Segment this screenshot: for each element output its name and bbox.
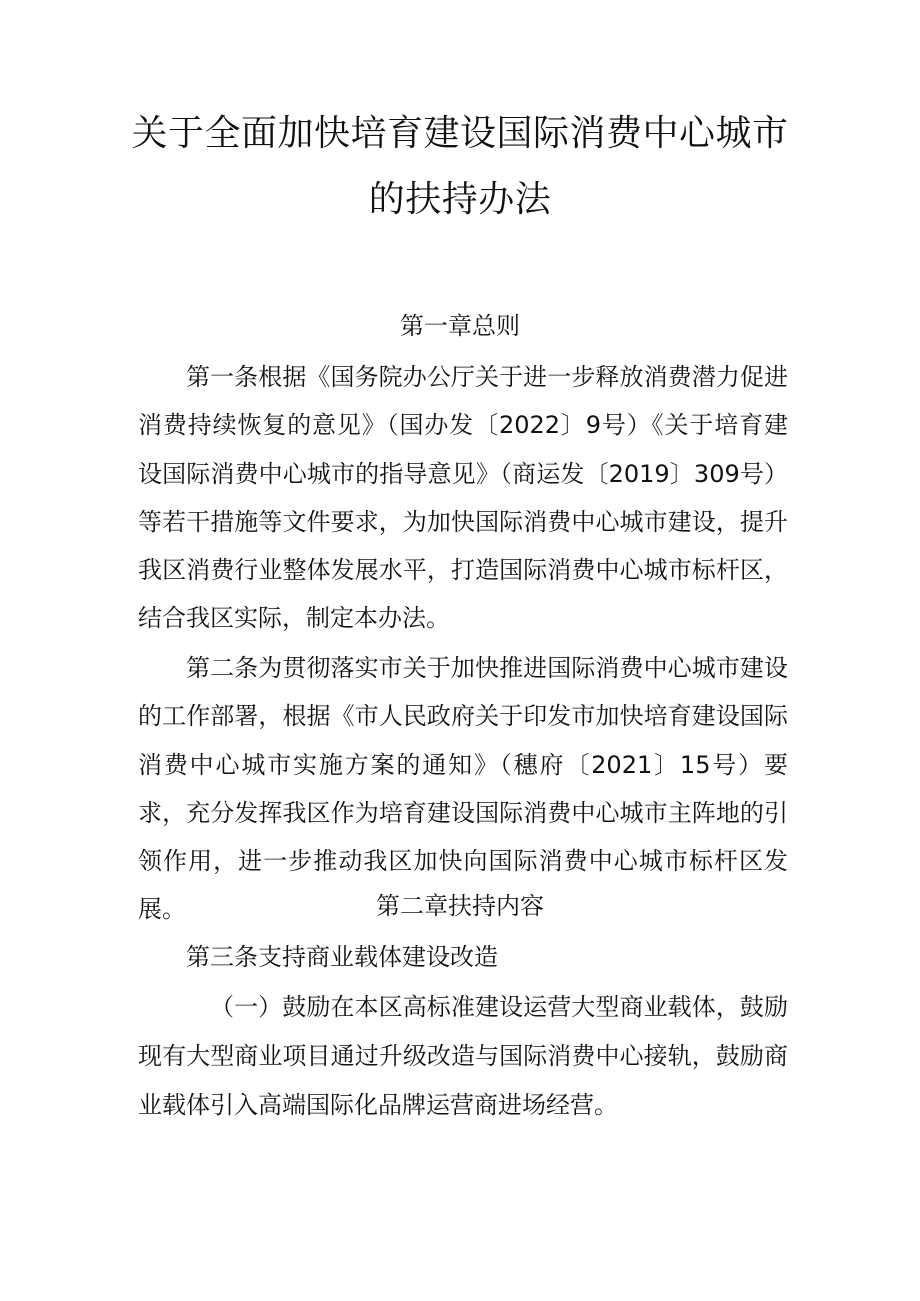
article-1-paragraph: 第一条根据《国务院办公厅关于进一步释放消费潜力促进消费持续恢复的意见》（国办发〔2022〕9号）《关于培育建设国际消费中心城市的指导意见》（商运发〔2019〕309号）等若干措施等文件要求，为加快国际消费中心城市建设，提升我区消费行业整体发展水平，打造国际消费中心城市标杆区，结合我区实际，制定本办法。 [138,363,788,633]
chapter-2-heading: 第二章扶持内容 [376,892,544,920]
document-title-line-2: 的扶持办法 [368,179,552,220]
chapter-1-heading: 第一章总则 [400,312,520,340]
article-3-item-1-paragraph: （一）鼓励在本区高标准建设运营大型商业载体，鼓励现有大型商业项目通过升级改造与国际消费中心接轨，鼓励商业载体引入高端国际化品牌运营商进场经营。 [138,993,788,1119]
document-title-line-1: 关于全面加快培育建设国际消费中心城市 [131,113,789,154]
article-3-heading: 第三条支持商业载体建设改造 [186,943,498,971]
article-2-paragraph: 第二条为贯彻落实市关于加快推进国际消费中心城市建设的工作部署，根据《市人民政府关于印发市加快培育建设国际消费中心城市实施方案的通知》（穗府〔2021〕15号）要求，充分发挥我区作为培育建设国际消费中心城市主阵地的引领作用，进一步推动我区加快向国际消费中心城市标杆区发展。 [138,654,788,924]
